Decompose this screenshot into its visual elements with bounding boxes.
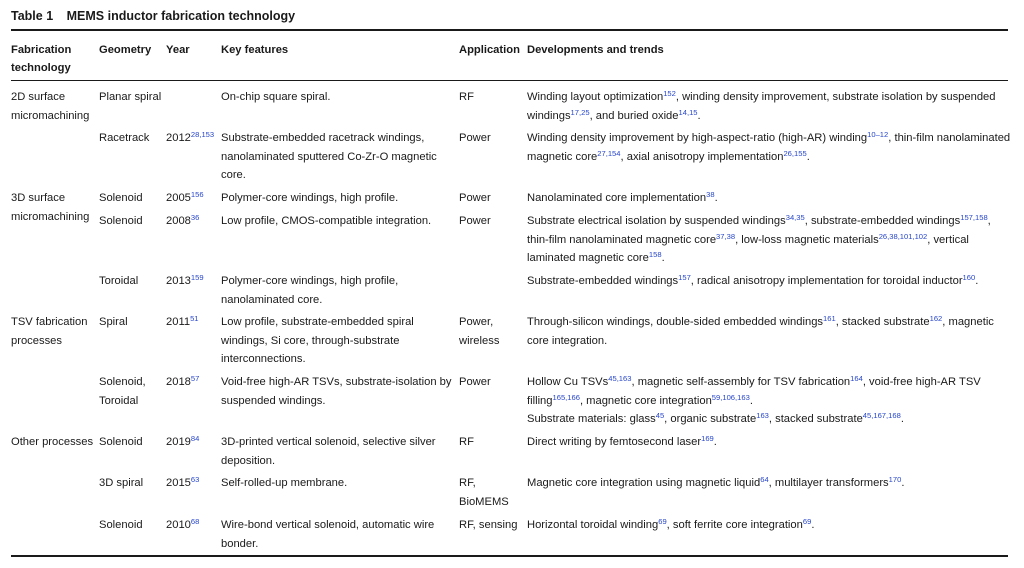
text-segment: Winding density improvement by high-aspect-ratio (high-AR) winding bbox=[527, 132, 868, 144]
citation-link[interactable]: 14,15 bbox=[678, 107, 698, 117]
geometry-cell: Spiral bbox=[99, 316, 128, 328]
citation-link[interactable]: 45,163 bbox=[608, 374, 632, 383]
citation-link[interactable]: 160 bbox=[962, 273, 976, 282]
geometry-cell: Solenoid bbox=[99, 436, 143, 448]
text-segment: Magnetic core integration using magnetic liquid bbox=[527, 477, 761, 489]
developments-cell bbox=[527, 373, 1013, 429]
developments-cell bbox=[527, 272, 1013, 291]
application-cell: RF, BioMEMS bbox=[459, 477, 509, 508]
key-features-cell: Self-rolled-up membrane. bbox=[221, 477, 348, 489]
citation-link[interactable]: 170 bbox=[888, 475, 902, 484]
developments-cell bbox=[527, 129, 1013, 166]
citation-link[interactable]: 69 bbox=[802, 517, 812, 526]
year-cell bbox=[166, 474, 220, 493]
fabrication-technology-cell: TSV fabrication processes bbox=[11, 316, 88, 347]
column-header-application: Application bbox=[459, 44, 520, 56]
column-header-developments: Developments and trends bbox=[527, 44, 664, 56]
column-header-key-features: Key features bbox=[221, 44, 289, 56]
citation-link[interactable]: 161 bbox=[823, 314, 836, 323]
citation-link[interactable]: 26,38,101,102 bbox=[878, 231, 928, 241]
citation-link[interactable]: 163 bbox=[756, 411, 769, 420]
text-segment: . bbox=[806, 150, 810, 163]
developments-paragraph bbox=[527, 272, 1013, 291]
application-cell: RF, sensing bbox=[459, 519, 518, 531]
text-segment: . bbox=[714, 192, 718, 204]
developments-cell bbox=[527, 88, 1013, 125]
text-segment: , and buried oxide bbox=[589, 109, 679, 122]
text-segment: , magnetic core integration. bbox=[527, 316, 994, 347]
application-cell: Power bbox=[459, 132, 491, 144]
year-value: 2011 bbox=[166, 316, 191, 328]
year-value: 2008 bbox=[166, 215, 191, 227]
citation-link[interactable]: 57 bbox=[190, 374, 200, 383]
table-number: Table 1 bbox=[11, 9, 54, 23]
text-segment: Through-silicon windings, double-sided embedded windings bbox=[527, 316, 824, 328]
year-value: 2012 bbox=[166, 132, 191, 144]
developments-cell bbox=[527, 212, 1013, 268]
developments-cell bbox=[527, 189, 1013, 208]
text-segment: , stacked substrate bbox=[835, 316, 930, 328]
text-segment: , multilayer transformers bbox=[768, 477, 889, 489]
application-cell: Power bbox=[459, 376, 491, 388]
application-cell: RF bbox=[459, 436, 474, 448]
text-segment: Substrate materials: glass bbox=[527, 413, 656, 425]
geometry-cell: Toroidal bbox=[99, 275, 139, 287]
citation-link[interactable]: 159 bbox=[190, 273, 204, 282]
key-features-cell: Polymer-core windings, high profile. bbox=[221, 192, 399, 204]
fabrication-technology-cell: 2D surface micromachining bbox=[11, 91, 90, 122]
citation-link[interactable]: 162 bbox=[929, 314, 943, 323]
geometry-cell: Solenoid bbox=[99, 215, 143, 227]
developments-paragraph bbox=[527, 212, 1013, 268]
text-segment: , vertical laminated magnetic core bbox=[527, 233, 969, 264]
year-value: 2013 bbox=[166, 275, 191, 287]
text-segment: , radical anisotropy implementation for toroidal inductor bbox=[690, 275, 963, 287]
developments-cell bbox=[527, 474, 1013, 493]
text-segment: , magnetic self-assembly for TSV fabrication bbox=[631, 376, 851, 388]
column-header-geometry: Geometry bbox=[99, 44, 152, 56]
citation-link[interactable]: 59,106,163 bbox=[711, 392, 750, 402]
year-cell bbox=[166, 313, 220, 332]
citation-link[interactable]: 51 bbox=[190, 314, 199, 323]
text-segment: Winding layout optimization bbox=[527, 91, 664, 103]
text-segment: . bbox=[811, 519, 815, 531]
citation-link[interactable]: 156 bbox=[190, 190, 204, 199]
text-segment: , magnetic core integration bbox=[579, 394, 712, 407]
developments-paragraph bbox=[527, 433, 1013, 452]
text-segment: . bbox=[713, 436, 717, 448]
text-segment: , axial anisotropy implementation bbox=[620, 150, 784, 163]
developments-paragraph bbox=[527, 474, 1013, 493]
table-bottom-rule bbox=[11, 555, 1008, 557]
geometry-cell: Planar spiral bbox=[99, 91, 162, 103]
citation-link[interactable]: 157,158 bbox=[960, 213, 988, 222]
text-segment: , thin-film nanolaminated magnetic core bbox=[527, 132, 1011, 163]
key-features-cell: 3D-printed vertical solenoid, selective silver deposition. bbox=[221, 436, 436, 467]
year-cell bbox=[166, 516, 220, 535]
text-segment: , organic substrate bbox=[664, 413, 757, 425]
application-cell: Power bbox=[459, 192, 491, 204]
column-header-fabrication: Fabrication technology bbox=[11, 44, 72, 74]
year-value: 2010 bbox=[166, 519, 191, 531]
key-features-cell: Low profile, CMOS-compatible integration. bbox=[221, 215, 432, 227]
text-segment: Nanolaminated core implementation bbox=[527, 192, 707, 204]
year-cell bbox=[166, 212, 220, 231]
key-features-cell: Substrate-embedded racetrack windings, nanolaminated sputtered Co-Zr-O magnetic core. bbox=[221, 132, 437, 181]
citation-link[interactable]: 169 bbox=[701, 434, 714, 443]
citation-link[interactable]: 157 bbox=[678, 273, 691, 282]
text-segment: . bbox=[661, 252, 665, 264]
year-value: 2005 bbox=[166, 192, 191, 204]
citation-link[interactable]: 37,38 bbox=[716, 231, 736, 241]
geometry-cell: Solenoid bbox=[99, 519, 143, 531]
fabrication-technology-cell: 3D surface micromachining bbox=[11, 192, 90, 223]
developments-cell bbox=[527, 313, 1013, 350]
developments-cell bbox=[527, 433, 1013, 452]
table-top-rule bbox=[11, 29, 1008, 31]
application-cell: Power bbox=[459, 215, 491, 227]
citation-link[interactable]: 28,153 bbox=[190, 130, 215, 139]
geometry-cell: Solenoid, Toroidal bbox=[99, 376, 146, 407]
developments-paragraph bbox=[527, 313, 1013, 350]
geometry-cell: Solenoid bbox=[99, 192, 143, 204]
developments-cell bbox=[527, 516, 1013, 535]
developments-paragraph bbox=[527, 516, 1013, 535]
text-segment: Substrate electrical isolation by suspended windings bbox=[527, 215, 786, 227]
citation-link[interactable]: 17,25 bbox=[570, 107, 590, 117]
citation-link[interactable]: 26,155 bbox=[783, 148, 807, 158]
text-segment: . bbox=[697, 109, 701, 122]
fabrication-technology-cell: Other processes bbox=[11, 436, 94, 448]
text-segment: . bbox=[975, 275, 979, 287]
year-cell bbox=[166, 373, 220, 392]
citation-link[interactable]: 27,154 bbox=[597, 148, 621, 158]
text-segment: Substrate-embedded windings bbox=[527, 275, 679, 287]
text-segment: Direct writing by femtosecond laser bbox=[527, 436, 702, 448]
citation-link[interactable]: 45,167,168 bbox=[862, 411, 901, 420]
year-cell bbox=[166, 189, 220, 208]
text-segment: Hollow Cu TSVs bbox=[527, 376, 609, 388]
application-cell: Power, wireless bbox=[459, 316, 500, 347]
citation-link[interactable]: 45 bbox=[655, 411, 665, 420]
citation-link[interactable]: 84 bbox=[190, 434, 200, 443]
text-segment: , substrate-embedded windings bbox=[804, 215, 961, 227]
citation-link[interactable]: 36 bbox=[190, 213, 200, 222]
citation-link[interactable]: 164 bbox=[850, 374, 863, 383]
text-segment: , low-loss magnetic materials bbox=[735, 233, 879, 246]
year-cell bbox=[166, 433, 220, 452]
developments-paragraph bbox=[527, 189, 1013, 208]
text-segment: . bbox=[900, 413, 904, 425]
citation-link[interactable]: 10–12 bbox=[867, 130, 889, 139]
text-segment: , stacked substrate bbox=[768, 413, 863, 425]
text-segment: . bbox=[749, 394, 753, 407]
citation-link[interactable]: 158 bbox=[648, 250, 662, 259]
application-cell: RF bbox=[459, 91, 474, 103]
developments-paragraph bbox=[527, 373, 1013, 410]
key-features-cell: Wire-bond vertical solenoid, automatic wire bonder. bbox=[221, 519, 435, 550]
year-cell bbox=[166, 129, 220, 148]
key-features-cell: Void-free high-AR TSVs, substrate-isolation by suspended windings. bbox=[221, 376, 452, 407]
key-features-cell: On-chip square spiral. bbox=[221, 91, 331, 103]
citation-link[interactable]: 69 bbox=[658, 517, 667, 526]
text-segment: Horizontal toroidal winding bbox=[527, 519, 659, 531]
developments-paragraph bbox=[527, 410, 1013, 429]
year-value: 2015 bbox=[166, 477, 191, 489]
column-header-year: Year bbox=[166, 44, 190, 56]
text-segment: , thin-film nanolaminated magnetic core bbox=[527, 215, 991, 246]
geometry-cell: 3D spiral bbox=[99, 477, 144, 489]
citation-link[interactable]: 165,166 bbox=[552, 392, 580, 402]
table-title: MEMS inductor fabrication technology bbox=[66, 9, 296, 23]
text-segment: . bbox=[901, 477, 905, 489]
citation-link[interactable]: 63 bbox=[190, 475, 200, 484]
text-segment: , winding density improvement, substrate isolation by suspended windings bbox=[527, 91, 996, 122]
text-segment: , void-free high-AR TSV filling bbox=[527, 376, 981, 407]
geometry-cell: Racetrack bbox=[99, 132, 150, 144]
citation-link[interactable]: 152 bbox=[663, 89, 676, 98]
year-cell bbox=[166, 272, 220, 291]
developments-paragraph bbox=[527, 129, 1013, 166]
table-header-rule bbox=[11, 80, 1008, 81]
key-features-cell: Polymer-core windings, high profile, nanolaminated core. bbox=[221, 275, 399, 306]
table-caption bbox=[11, 9, 295, 23]
citation-link[interactable]: 64 bbox=[760, 475, 769, 484]
year-value: 2018 bbox=[166, 376, 191, 388]
citation-link[interactable]: 34,35 bbox=[785, 213, 805, 222]
citation-link[interactable]: 38 bbox=[706, 190, 715, 199]
text-segment: , soft ferrite core integration bbox=[666, 519, 803, 531]
developments-paragraph bbox=[527, 88, 1013, 125]
year-value: 2019 bbox=[166, 436, 191, 448]
key-features-cell: Low profile, substrate-embedded spiral windings, Si core, through-substrate interconnections. bbox=[221, 316, 414, 365]
citation-link[interactable]: 68 bbox=[190, 517, 200, 526]
